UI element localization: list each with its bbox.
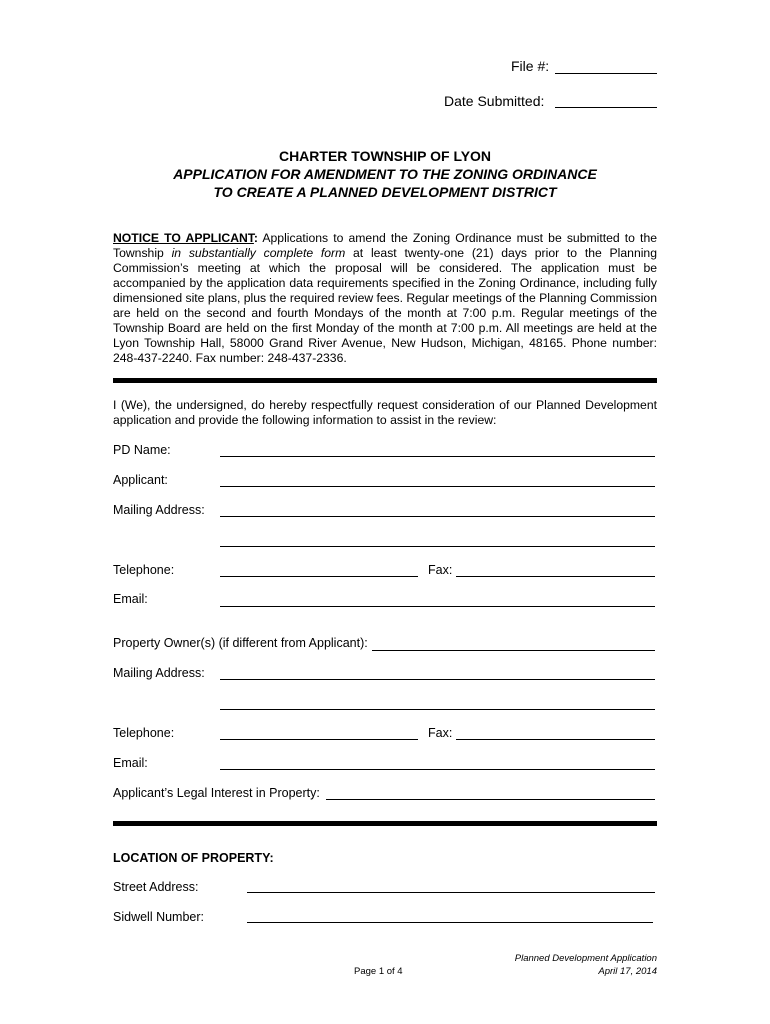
- date-submitted-field[interactable]: [555, 107, 657, 108]
- legal-interest-field[interactable]: [326, 799, 655, 800]
- section-divider: [113, 378, 657, 383]
- telephone-field[interactable]: [220, 576, 418, 577]
- file-number-label: File #:: [511, 58, 550, 74]
- notice-text-a: Applications to amend the Zoning Ordinance must be submitted to the Township: [113, 231, 657, 260]
- sidwell-number-label: Sidwell Number:: [113, 910, 205, 924]
- owner-email-label: Email:: [113, 756, 148, 770]
- owner-mailing-address-field-1[interactable]: [220, 679, 655, 680]
- owner-mailing-address-field-2[interactable]: [220, 709, 655, 710]
- mailing-address-field-1[interactable]: [220, 516, 655, 517]
- fax-field[interactable]: [456, 576, 655, 577]
- property-owner-field[interactable]: [372, 650, 655, 651]
- notice-paragraph: [113, 231, 657, 366]
- street-address-field[interactable]: [247, 892, 655, 893]
- notice-text-b: at least twenty-one (21) days prior to the Planning Commission’s meeting at which the proposal will be considered. The application must be accompanied by the application data requirements specified in the Zoning Ordinance, including fully dimensioned site plans, plus the required review fees. Regular meetings of the Planning Commission are held on the second and fourth Mondays of the month at 7:00 p.m. Regular meetings of the Township Board are held on the first Monday of the month at 7:00 p.m. All meetings are held at the Lyon Township Hall, 58000 Grand River Avenue, New Hudson, Michigan, 48165. Phone number: 248-437-2240. Fax number: 248-437-2336.: [113, 246, 657, 365]
- request-paragraph: I (We), the undersigned, do hereby respectfully request consideration of our Planned Development application and provide the following information to assist in the review:: [113, 398, 657, 427]
- owner-fax-label: Fax:: [428, 726, 453, 740]
- application-subtitle: TO CREATE A PLANNED DEVELOPMENT DISTRICT: [213, 184, 557, 200]
- owner-telephone-label: Telephone:: [113, 726, 175, 740]
- section-divider-2: [113, 821, 657, 826]
- notice-italic: in substantially complete form: [171, 246, 346, 260]
- owner-email-field[interactable]: [220, 769, 655, 770]
- email-field[interactable]: [220, 606, 655, 607]
- mailing-address-label: Mailing Address:: [113, 503, 205, 517]
- page-number: Page 1 of 4: [354, 966, 403, 977]
- footer-doc-name: Planned Development Application: [514, 953, 657, 964]
- owner-fax-field[interactable]: [456, 739, 655, 740]
- telephone-label: Telephone:: [113, 563, 175, 577]
- applicant-label: Applicant:: [113, 473, 168, 487]
- fax-label: Fax:: [428, 563, 453, 577]
- pd-name-label: PD Name:: [113, 443, 171, 457]
- date-submitted-label: Date Submitted:: [444, 93, 545, 109]
- sidwell-number-field[interactable]: [247, 922, 653, 923]
- application-title: APPLICATION FOR AMENDMENT TO THE ZONING ORDINANCE: [173, 166, 597, 182]
- footer-date: April 17, 2014: [598, 966, 657, 977]
- owner-mailing-address-label: Mailing Address:: [113, 666, 205, 680]
- street-address-label: Street Address:: [113, 880, 199, 894]
- owner-telephone-field[interactable]: [220, 739, 418, 740]
- notice-heading: NOTICE TO APPLICANT: [113, 231, 254, 245]
- pd-name-field[interactable]: [220, 456, 655, 457]
- notice-colon: :: [253, 231, 258, 245]
- mailing-address-field-2[interactable]: [220, 546, 655, 547]
- location-heading: LOCATION OF PROPERTY:: [113, 851, 274, 865]
- township-title: CHARTER TOWNSHIP OF LYON: [278, 148, 492, 164]
- property-owner-label: Property Owner(s) (if different from Applicant):: [113, 636, 368, 650]
- legal-interest-label: Applicant’s Legal Interest in Property:: [113, 786, 320, 800]
- file-number-field[interactable]: [555, 73, 657, 74]
- email-label: Email:: [113, 592, 148, 606]
- applicant-field[interactable]: [220, 486, 655, 487]
